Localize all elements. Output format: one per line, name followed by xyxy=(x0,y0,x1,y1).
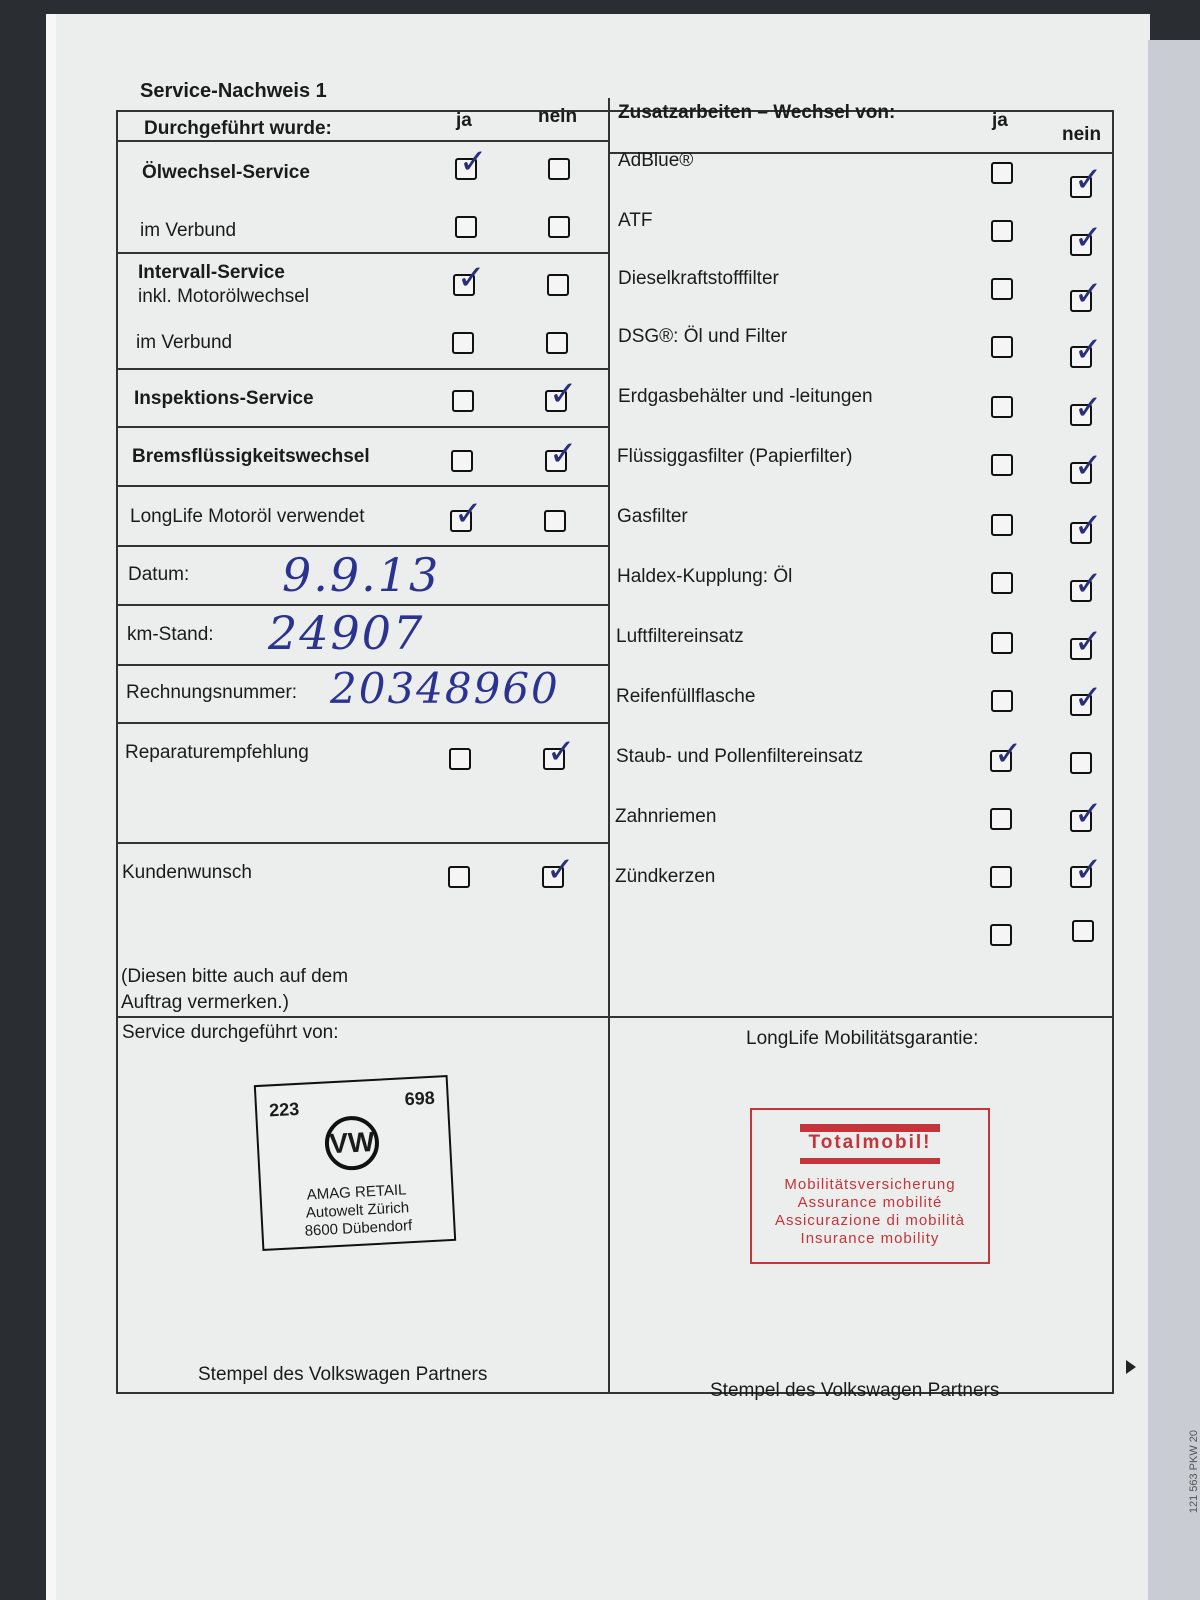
luftfilter-ja-checkbox[interactable] xyxy=(991,632,1013,654)
pollenfilter-nein-checkbox[interactable] xyxy=(1070,752,1092,774)
oelwechsel-ja-checkbox[interactable] xyxy=(455,158,477,180)
diesel-ja-checkbox[interactable] xyxy=(991,278,1013,300)
reparatur-ja-checkbox[interactable] xyxy=(449,748,471,770)
right-row-label: Dieselkraftstofffilter xyxy=(618,268,779,289)
stamp-line: Assurance mobilité xyxy=(797,1194,943,1211)
stamp-title: Totalmobil! xyxy=(808,1132,932,1153)
kundenwunsch-nein-checkbox[interactable] xyxy=(542,866,564,888)
adblue-nein-checkbox[interactable] xyxy=(1070,176,1092,198)
reparatur-nein-checkbox[interactable] xyxy=(543,748,565,770)
haldex-ja-checkbox[interactable] xyxy=(991,572,1013,594)
row-sublabel: inkl. Motorölwechsel xyxy=(138,286,310,307)
stamp-number-left: 223 xyxy=(268,1098,300,1121)
right-row-label: Reifenfüllflasche xyxy=(616,686,756,707)
bremsfluessigkeit-ja-checkbox[interactable] xyxy=(451,450,473,472)
rechnung-value[interactable]: 20348960 xyxy=(330,664,560,713)
right-row-label: ATF xyxy=(618,210,653,231)
divider xyxy=(116,485,610,487)
extra-nein-checkbox[interactable] xyxy=(1072,920,1094,942)
right-row-label: Flüssiggasfilter (Papierfilter) xyxy=(617,446,853,467)
right-row-label: Erdgasbehälter und -leitungen xyxy=(618,386,873,407)
stamp-line: Autowelt Zürich xyxy=(305,1199,410,1222)
vw-logo: VW xyxy=(324,1115,381,1172)
intervall-ja-checkbox[interactable] xyxy=(453,274,475,296)
row-label: im Verbund xyxy=(136,332,233,353)
divider xyxy=(116,722,610,724)
adblue-ja-checkbox[interactable] xyxy=(991,162,1013,184)
dsg-ja-checkbox[interactable] xyxy=(991,336,1013,358)
divider xyxy=(116,368,610,370)
column-divider xyxy=(608,98,610,1394)
divider xyxy=(116,140,610,142)
stempel-right: Stempel des Volkswagen Partners xyxy=(710,1380,1000,1401)
gasfilter-nein-checkbox[interactable] xyxy=(1070,522,1092,544)
pollenfilter-ja-checkbox[interactable] xyxy=(990,750,1012,772)
row-label: Bremsflüssigkeitswechsel xyxy=(132,446,370,467)
divider xyxy=(116,545,610,547)
left-nein-header: nein xyxy=(538,106,578,127)
stamp-bar xyxy=(800,1124,940,1132)
longlife-ja-checkbox[interactable] xyxy=(450,510,472,532)
right-ja-header: ja xyxy=(992,110,1008,131)
verbund2-ja-checkbox[interactable] xyxy=(452,332,474,354)
right-row-label: Zündkerzen xyxy=(615,866,716,887)
dsg-nein-checkbox[interactable] xyxy=(1070,346,1092,368)
km-value[interactable]: 24907 xyxy=(268,606,425,660)
zahnriemen-nein-checkbox[interactable] xyxy=(1070,810,1092,832)
page-title: Service-Nachweis 1 xyxy=(140,80,327,102)
luftfilter-nein-checkbox[interactable] xyxy=(1070,638,1092,660)
fluessiggas-ja-checkbox[interactable] xyxy=(991,454,1013,476)
stamp-number-right: 698 xyxy=(404,1087,436,1110)
row-label: im Verbund xyxy=(140,220,237,241)
stamp-line: Assicurazione di mobilità xyxy=(774,1212,966,1229)
right-row-label: AdBlue® xyxy=(618,150,694,171)
zuendkerzen-nein-checkbox[interactable] xyxy=(1070,866,1092,888)
dealer-stamp xyxy=(254,1075,456,1251)
intervall-nein-checkbox[interactable] xyxy=(547,274,569,296)
reifenfuell-ja-checkbox[interactable] xyxy=(991,690,1013,712)
next-page-arrow-icon xyxy=(1126,1360,1136,1374)
kundenwunsch-ja-checkbox[interactable] xyxy=(448,866,470,888)
verbund1-nein-checkbox[interactable] xyxy=(548,216,570,238)
stamp-line: 8600 Dübendorf xyxy=(304,1217,413,1240)
gasfilter-ja-checkbox[interactable] xyxy=(991,514,1013,536)
reparatur-label: Reparaturempfehlung xyxy=(125,742,309,763)
stamp-line: Insurance mobility xyxy=(800,1230,940,1247)
right-row-label: DSG®: Öl und Filter xyxy=(618,326,788,347)
stamp-line: Mobilitätsversicherung xyxy=(784,1176,956,1193)
divider xyxy=(116,1016,1114,1018)
fluessiggas-nein-checkbox[interactable] xyxy=(1070,462,1092,484)
row-label: Intervall-Service xyxy=(138,262,285,283)
datum-label: Datum: xyxy=(128,564,190,585)
divider xyxy=(116,252,610,254)
extra-ja-checkbox[interactable] xyxy=(990,924,1012,946)
stempel-left: Stempel des Volkswagen Partners xyxy=(198,1364,488,1385)
km-label: km-Stand: xyxy=(127,624,214,645)
zahnriemen-ja-checkbox[interactable] xyxy=(990,808,1012,830)
left-ja-header: ja xyxy=(456,110,472,131)
erdgas-ja-checkbox[interactable] xyxy=(991,396,1013,418)
row-label: LongLife Motoröl verwendet xyxy=(130,506,365,527)
haldex-nein-checkbox[interactable] xyxy=(1070,580,1092,602)
left-header: Durchgeführt wurde: xyxy=(144,118,332,139)
right-row-label: Zahnriemen xyxy=(615,806,717,827)
right-row-label: Haldex-Kupplung: Öl xyxy=(617,566,793,587)
reifenfuell-nein-checkbox[interactable] xyxy=(1070,694,1092,716)
atf-nein-checkbox[interactable] xyxy=(1070,234,1092,256)
atf-ja-checkbox[interactable] xyxy=(991,220,1013,242)
zuendkerzen-ja-checkbox[interactable] xyxy=(990,866,1012,888)
garantie-label: LongLife Mobilitätsgarantie: xyxy=(746,1028,979,1049)
diesel-nein-checkbox[interactable] xyxy=(1070,290,1092,312)
form-code: 121 563 PKW 20 xyxy=(1188,1430,1200,1514)
kunden-note-line1: (Diesen bitte auch auf dem xyxy=(121,966,349,987)
rechnung-label: Rechnungsnummer: xyxy=(126,682,298,703)
right-row-label: Staub- und Pollenfiltereinsatz xyxy=(616,746,864,767)
inspektion-nein-checkbox[interactable] xyxy=(545,390,567,412)
right-nein-header: nein xyxy=(1062,124,1102,145)
longlife-nein-checkbox[interactable] xyxy=(544,510,566,532)
erdgas-nein-checkbox[interactable] xyxy=(1070,404,1092,426)
totalmobil-stamp xyxy=(750,1108,990,1264)
verbund2-nein-checkbox[interactable] xyxy=(546,332,568,354)
right-row-label: Gasfilter xyxy=(617,506,688,527)
kunden-note-line2: Auftrag vermerken.) xyxy=(121,992,289,1013)
right-header: Zusatzarbeiten – Wechsel von: xyxy=(618,102,896,123)
stamp-line: AMAG RETAIL xyxy=(306,1181,407,1204)
divider xyxy=(116,842,610,844)
right-row-label: Luftfiltereinsatz xyxy=(616,626,744,647)
next-page-edge xyxy=(1148,40,1200,1600)
row-label: Inspektions-Service xyxy=(134,388,314,409)
verbund1-ja-checkbox[interactable] xyxy=(455,216,477,238)
bremsfluessigkeit-nein-checkbox[interactable] xyxy=(545,450,567,472)
row-label: Ölwechsel-Service xyxy=(142,162,310,183)
kundenwunsch-label: Kundenwunsch xyxy=(122,862,252,883)
datum-value[interactable]: 9.9.13 xyxy=(282,548,441,602)
service-label: Service durchgeführt von: xyxy=(122,1022,339,1043)
oelwechsel-nein-checkbox[interactable] xyxy=(548,158,570,180)
inspektion-ja-checkbox[interactable] xyxy=(452,390,474,412)
divider xyxy=(116,426,610,428)
stamp-bar xyxy=(800,1158,940,1164)
